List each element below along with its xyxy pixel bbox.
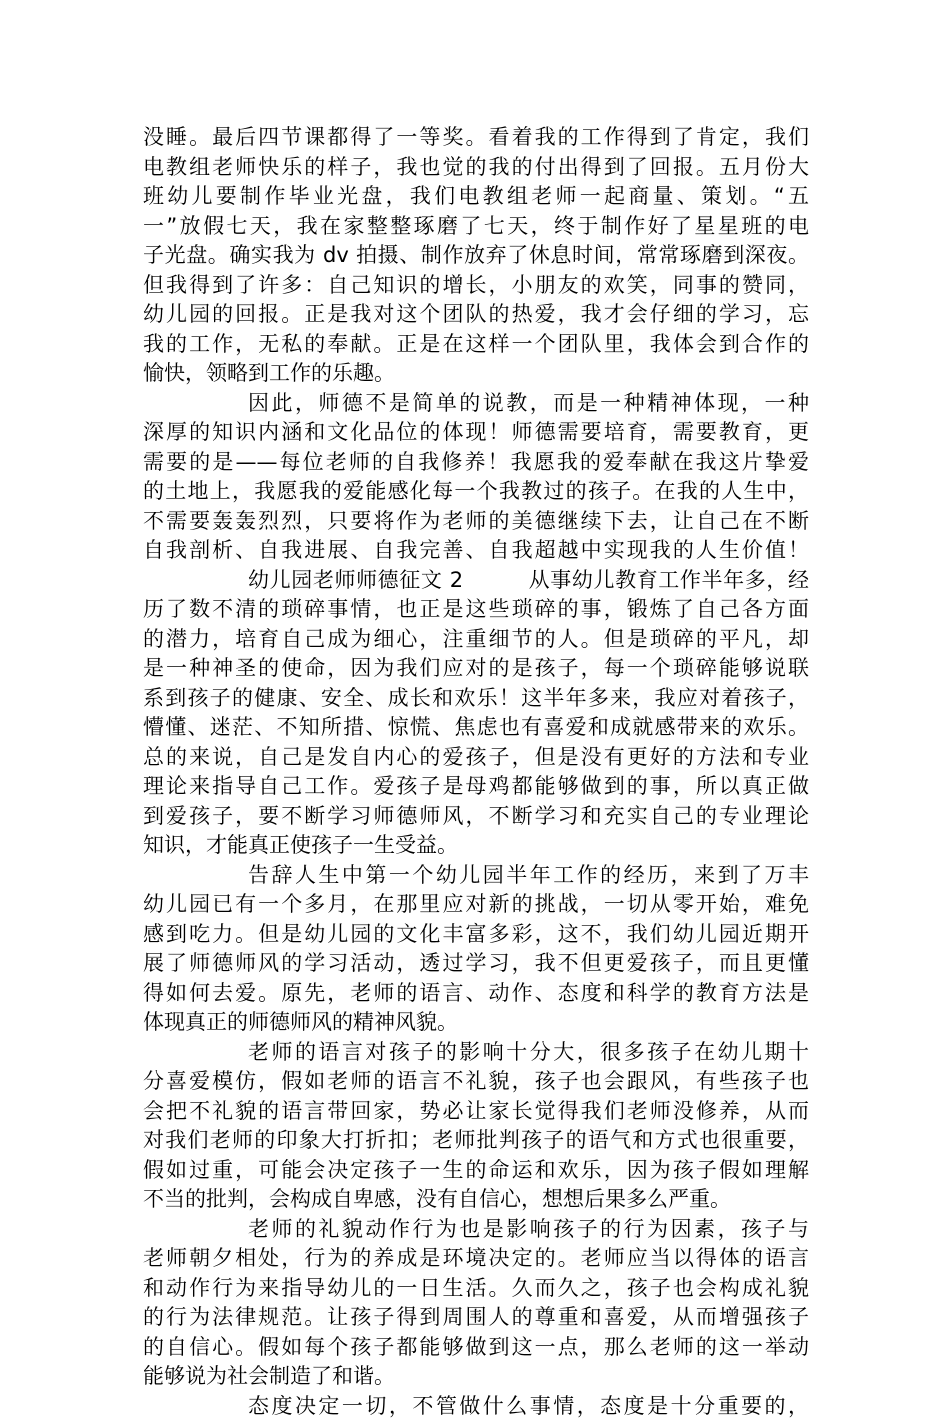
text-line: 子光盘。确实我为 dv 拍摄、制作放弃了休息时间，常常琢磨到深夜。	[143, 241, 809, 271]
text-line: 电教组老师快乐的样子，我也觉的我的付出得到了回报。五月份大	[143, 153, 809, 183]
text-line: 老师的礼貌动作行为也是影响孩子的行为因素，孩子与	[143, 1215, 809, 1245]
text-line: 得如何去爱。原先，老师的语言、动作、态度和科学的教育方法是	[143, 979, 809, 1009]
text-line: 需要的是——每位老师的自我修养！我愿我的爱奉献在我这片挚爱	[143, 448, 809, 478]
text-line: 懵懂、迷茫、不知所措、惊慌、焦虑也有喜爱和成就感带来的欢乐。	[143, 713, 809, 743]
text-line: 幼儿园的回报。正是我对这个团队的热爱，我才会仔细的学习，忘	[143, 300, 809, 330]
text-line: 班幼儿要制作毕业光盘，我们电教组老师一起商量、策划。“五	[143, 182, 809, 212]
text-line: 的自信心。假如每个孩子都能够做到这一点，那么老师的这一举动	[143, 1333, 809, 1363]
text-line: 深厚的知识内涵和文化品位的体现！师德需要培育，需要教育，更	[143, 418, 809, 448]
text-line: 历了数不清的琐碎事情，也正是这些琐碎的事，锻炼了自己各方面	[143, 595, 809, 625]
text-line: 不当的批判，会构成自卑感，没有自信心，想想后果多么严重。	[143, 1185, 809, 1215]
text-line: 告辞人生中第一个幼儿园半年工作的经历，来到了万丰	[143, 861, 809, 891]
text-line: 自我剖析、自我进展、自我完善、自我超越中实现我的人生价值！	[143, 536, 809, 566]
text-line: 的行为法律规范。让孩子得到周围人的尊重和喜爱，从而增强孩子	[143, 1303, 809, 1333]
text-line: 对我们老师的印象大打折扣；老师批判孩子的语气和方式也很重要，	[143, 1126, 809, 1156]
text-line: 假如过重，可能会决定孩子一生的命运和欢乐，因为孩子假如理解	[143, 1156, 809, 1186]
text-line: 因此，师德不是简单的说教，而是一种精神体现，一种	[143, 389, 809, 419]
text-line: 没睡。最后四节课都得了一等奖。看着我的工作得到了肯定，我们	[143, 123, 809, 153]
document-body	[143, 123, 809, 1421]
text-line: 能够说为社会制造了和谐。	[143, 1362, 809, 1392]
text-line: 展了师德师风的学习活动，透过学习，我不但更爱孩子，而且更懂	[143, 949, 809, 979]
text-line: 我的工作，无私的奉献。正是在这样一个团队里，我体会到合作的	[143, 330, 809, 360]
text-line: 一”放假七天，我在家整整琢磨了七天，终于制作好了星星班的电	[143, 212, 809, 242]
text-line: 愉快，领略到工作的乐趣。	[143, 359, 809, 389]
text-line: 不需要轰轰烈烈，只要将作为老师的美德继续下去，让自己在不断	[143, 507, 809, 537]
text-line: 系到孩子的健康、安全、成长和欢乐！这半年多来，我应对着孩子，	[143, 684, 809, 714]
text-line: 的潜力，培育自己成为细心，注重细节的人。但是琐碎的平凡，却	[143, 625, 809, 655]
text-line: 体现真正的师德师风的精神风貌。	[143, 1008, 809, 1038]
text-line: 和动作行为来指导幼儿的一日生活。久而久之，孩子也会构成礼貌	[143, 1274, 809, 1304]
text-line: 会把不礼貌的语言带回家，势必让家长觉得我们老师没修养，从而	[143, 1097, 809, 1127]
text-line: 分喜爱模仿，假如老师的语言不礼貌，孩子也会跟风，有些孩子也	[143, 1067, 809, 1097]
text-line: 理论来指导自己工作。爱孩子是母鸡都能够做到的事，所以真正做	[143, 772, 809, 802]
text-line: 的土地上，我愿我的爱能感化每一个我教过的孩子。在我的人生中，	[143, 477, 809, 507]
text-line: 是一种神圣的使命，因为我们应对的是孩子，每一个琐碎能够说联	[143, 654, 809, 684]
text-line: 幼儿园老师师德征文 2 从事幼儿教育工作半年多，经	[143, 566, 809, 596]
text-line: 知识，才能真正使孩子一生受益。	[143, 831, 809, 861]
text-line: 老师的语言对孩子的影响十分大，很多孩子在幼儿期十	[143, 1038, 809, 1068]
text-line: 总的来说，自己是发自内心的爱孩子，但是没有更好的方法和专业	[143, 743, 809, 773]
text-line: 老师朝夕相处，行为的养成是环境决定的。老师应当以得体的语言	[143, 1244, 809, 1274]
text-line: 态度决定一切，不管做什么事情，态度是十分重要的，	[143, 1392, 809, 1421]
text-line: 到爱孩子，要不断学习师德师风，不断学习和充实自己的专业理论	[143, 802, 809, 832]
text-line: 感到吃力。但是幼儿园的文化丰富多彩，这不，我们幼儿园近期开	[143, 920, 809, 950]
text-line: 幼儿园已有一个多月，在那里应对新的挑战，一切从零开始，难免	[143, 890, 809, 920]
text-line: 但我得到了许多：自己知识的增长，小朋友的欢笑，同事的赞同，	[143, 271, 809, 301]
